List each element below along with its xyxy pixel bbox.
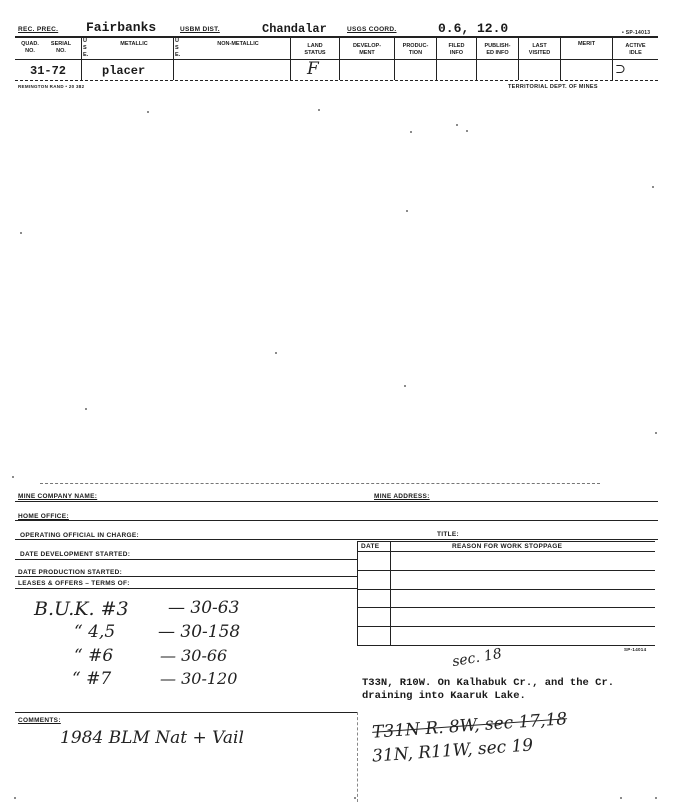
active-idle-label: ACTIVE IDLE [625,43,646,56]
date-col-label: DATE [361,543,380,550]
use-label-nonmetallic: U S E. [175,38,181,58]
speck [85,408,87,410]
published-info-label: PUBLISH- ED INFO [484,43,511,56]
usgs-coord-label: USGS COORD. [347,26,397,33]
struck-location-text: T31N R. 8W, sec 17,18 [371,709,568,743]
footer-left: REMINGTON RAND • 20 382 [18,84,85,89]
speck [14,797,16,799]
comments-label: COMMENTS: [18,717,61,724]
production-label: PRODUC- TION [402,43,429,56]
metallic-label: METALLIC [120,41,148,47]
date-development-label: DATE DEVELOPMENT STARTED: [20,551,131,558]
last-visited-label: LAST VISITED [528,43,551,56]
lease-1-term: — 30-63 [168,598,240,618]
handwritten-location-text: 31N, R11W, sec 19 [371,735,534,767]
quad-no-label: QUAD. NO. [21,41,39,54]
form-number-bottom: SP-14014 [624,647,647,652]
speck [12,476,14,478]
usbm-dist-label: USBM DIST. [180,26,220,33]
merit-label: MERIT [577,41,596,47]
reason-col-label: REASON FOR WORK STOPPAGE [452,543,563,550]
speck [404,385,406,387]
header-rule-bottom [15,80,658,81]
header-rule-top [15,36,658,38]
land-status-mark: F [307,59,319,79]
speck [466,130,468,132]
sec-annotation: sec. 18 [450,645,504,671]
home-office-label: HOME OFFICE: [18,513,69,520]
fold-line [40,483,600,484]
speck [318,109,320,111]
mine-address-label: MINE ADDRESS: [374,493,430,500]
active-idle-mark: ⊃ [615,62,626,77]
mine-company-name-label: MINE COMPANY NAME: [18,493,98,500]
speck [147,111,149,113]
speck [354,797,356,799]
development-label: DEVELOP- MENT [352,43,382,56]
rec-prec-label: REC. PREC. [18,26,59,33]
quad-serial-value: 31-72 [30,64,67,78]
speck [655,432,657,434]
rec-prec-value: Fairbanks [86,20,157,35]
operating-official-label: OPERATING OFFICIAL IN CHARGE: [20,532,139,539]
lease-2-term: — 30-158 [158,622,241,642]
lease-3-term: — 30-66 [160,646,228,665]
speck [652,186,654,188]
filed-info-label: FILED INFO [448,43,465,56]
speck [456,124,458,126]
location-line-2: draining into Kaaruk Lake. [362,690,526,702]
usbm-dist-value: Chandalar [262,22,327,36]
lease-3-name: “ #6 [74,646,114,666]
lease-4-term: — 30-120 [160,669,238,688]
nonmetallic-label: NON-METALLIC [217,41,259,47]
speck [406,210,408,212]
comments-text: 1984 BLM Nat + Vail [60,728,244,748]
speck [20,232,22,234]
use-label-metallic: U S E. [83,38,89,58]
header-rule-mid [15,59,658,60]
speck [620,797,622,799]
speck [275,352,277,354]
speck [655,797,657,799]
lease-4-name: “ #7 [72,669,112,689]
speck [410,131,412,133]
metallic-value: placer [102,64,146,78]
lease-2-name: “ 4,5 [74,622,116,642]
land-status-label: LAND STATUS [304,43,326,56]
lease-1-name: B.U.K. #3 [34,598,129,620]
serial-no-label: SERIAL NO. [50,41,72,54]
leases-label: LEASES & OFFERS – TERMS OF: [18,580,130,587]
title-label: TITLE: [437,531,460,538]
footer-right: TERRITORIAL DEPT. OF MINES [508,84,598,90]
usgs-coord-value: 0.6, 12.0 [438,21,509,36]
form-number-top: • SP-14013 [622,30,651,36]
date-production-label: DATE PRODUCTION STARTED: [18,569,123,576]
location-line-1: T33N, R10W. On Kalhabuk Cr., and the Cr. [362,677,615,689]
